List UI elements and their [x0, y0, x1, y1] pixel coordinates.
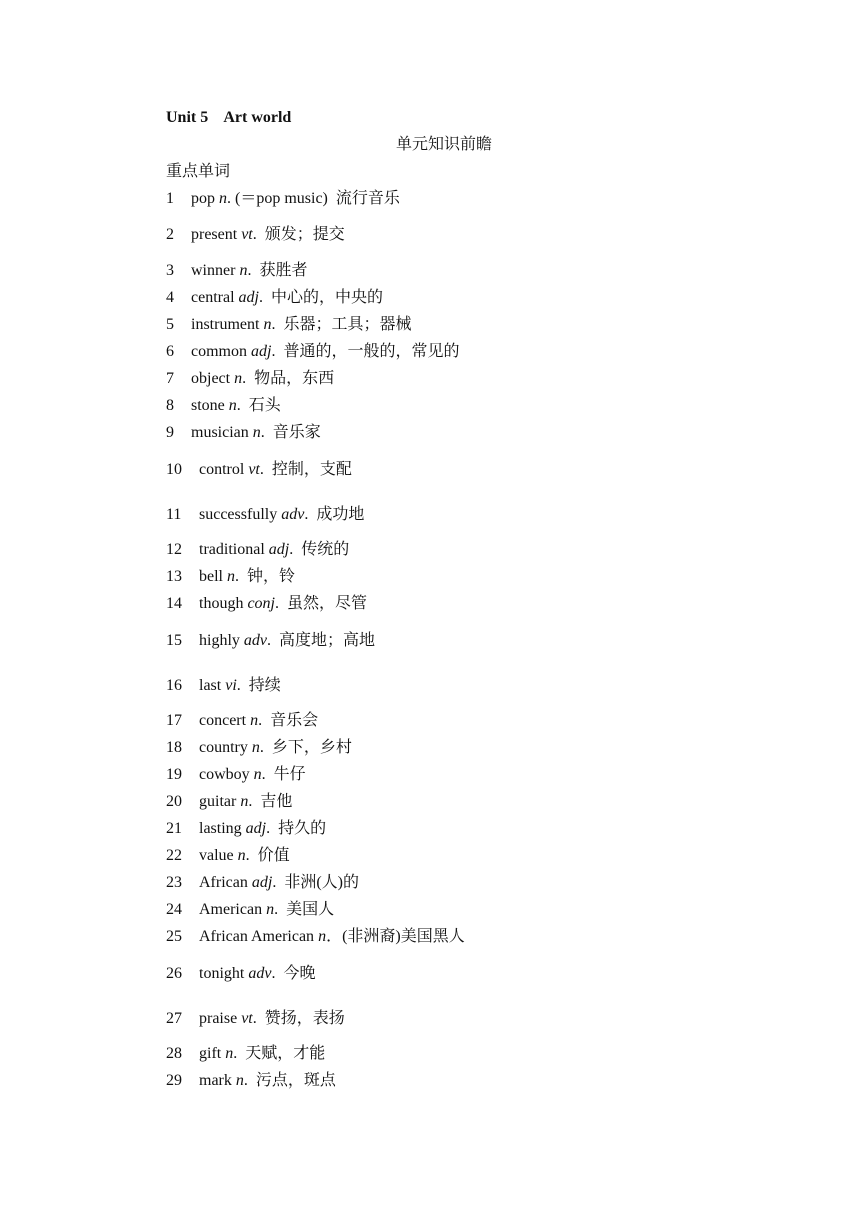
entry-part-of-speech: n	[234, 370, 243, 387]
entry-word: cowboy	[199, 766, 254, 783]
entry-number: 7	[166, 370, 174, 387]
vocab-entry	[166, 224, 345, 246]
entry-meaning: . 牛仔	[261, 766, 306, 783]
entry-part-of-speech: n	[228, 397, 237, 414]
entry-number: 25	[166, 928, 182, 945]
entry-number: 17	[166, 712, 182, 729]
entry-meaning: . 吉他	[248, 793, 293, 810]
entry-part-of-speech: adj	[251, 874, 273, 891]
entry-word: traditional	[199, 541, 269, 558]
entry-word: African American	[199, 928, 319, 945]
entry-word: central	[191, 289, 239, 306]
entry-part-of-speech: n	[318, 928, 327, 945]
entry-part-of-speech: adj	[238, 289, 259, 306]
entry-word: musician	[191, 424, 253, 441]
entry-word: control	[199, 461, 249, 478]
entry-meaning: . 物品，东西	[242, 370, 335, 387]
entry-meaning: . 颁发；提交	[252, 226, 345, 243]
entry-part-of-speech: adv	[248, 965, 272, 982]
section-subtitle: 单元知识前瞻	[396, 136, 493, 153]
entry-part-of-speech: n	[266, 901, 275, 918]
vocab-entry	[166, 872, 359, 894]
vocab-entry	[166, 710, 318, 732]
entry-part-of-speech: n	[227, 568, 235, 585]
entry-part-of-speech: adj	[251, 343, 272, 360]
vocab-entry	[166, 818, 326, 840]
entry-part-of-speech: adj	[268, 541, 290, 558]
entry-number: 15	[166, 632, 182, 649]
entry-meaning: . 天赋，才能	[233, 1045, 326, 1062]
entry-word: stone	[191, 397, 229, 414]
entry-meaning: . 今晚	[271, 965, 316, 982]
entry-meaning: . 中心的，中央的	[258, 289, 383, 306]
entry-meaning: . 高度地；高地	[267, 632, 376, 649]
entry-number: 2	[166, 226, 174, 243]
entry-meaning: . 乐器；工具；器械	[271, 316, 412, 333]
vocab-entry	[166, 539, 349, 561]
entry-part-of-speech: n	[225, 1045, 234, 1062]
entry-word: concert	[199, 712, 251, 729]
entry-word: bell	[199, 568, 227, 585]
entry-word: pop	[191, 190, 219, 207]
vocab-entry	[166, 287, 383, 309]
entry-part-of-speech: vi	[225, 677, 237, 694]
entry-number: 29	[166, 1072, 182, 1089]
entry-meaning: . 持久的	[266, 820, 327, 837]
page-title: Unit 5 Art world	[166, 109, 292, 126]
entry-meaning: . 虽然，尽管	[275, 595, 368, 612]
section-heading: 重点单词	[166, 163, 231, 180]
entry-meaning: ．(非洲裔)美国黑人	[326, 928, 465, 945]
vocab-entry	[166, 764, 306, 786]
entry-part-of-speech: n	[250, 712, 259, 729]
entry-meaning: . 石头	[236, 397, 281, 414]
entry-number: 22	[166, 847, 182, 864]
entry-word: common	[191, 343, 251, 360]
entry-number: 9	[166, 424, 174, 441]
entry-meaning: . 成功地	[304, 506, 365, 523]
entry-word: lasting	[199, 820, 246, 837]
entry-number: 21	[166, 820, 182, 837]
entry-part-of-speech: n	[251, 739, 260, 756]
vocab-entry	[166, 1008, 345, 1030]
entry-number: 4	[166, 289, 174, 306]
entry-meaning: . 乡下，乡村	[259, 739, 352, 756]
vocab-entry	[166, 188, 400, 210]
entry-part-of-speech: adv	[243, 632, 267, 649]
entry-meaning: . 污点，斑点	[243, 1072, 336, 1089]
entry-meaning: . 美国人	[274, 901, 335, 918]
entry-part-of-speech: n	[253, 766, 262, 783]
entry-word: present	[191, 226, 242, 243]
entry-number: 20	[166, 793, 182, 810]
entry-word: though	[199, 595, 248, 612]
entry-part-of-speech: vt	[241, 226, 253, 243]
entry-number: 16	[166, 677, 182, 694]
entry-meaning: . 音乐家	[260, 424, 321, 441]
entry-word: value	[199, 847, 238, 864]
entry-part-of-speech: n	[235, 1072, 244, 1089]
entry-part-of-speech: vt	[248, 461, 260, 478]
entry-number: 8	[166, 397, 174, 414]
vocab-entry	[166, 630, 375, 652]
vocab-entry	[166, 675, 281, 697]
entry-part-of-speech: n	[252, 424, 261, 441]
entry-number: 18	[166, 739, 182, 756]
entry-meaning: . 价值	[245, 847, 290, 864]
vocab-entry	[166, 422, 321, 444]
entry-meaning: . 获胜者	[247, 262, 308, 279]
entry-meaning: . 持续	[236, 677, 281, 694]
vocab-entry	[166, 395, 281, 417]
vocab-entry	[166, 341, 459, 363]
entry-number: 28	[166, 1045, 182, 1062]
entry-number: 14	[166, 595, 182, 612]
vocab-entry	[166, 314, 411, 336]
entry-part-of-speech: n	[240, 793, 249, 810]
vocab-entry	[166, 368, 334, 390]
entry-meaning: . 普通的，一般的，常见的	[271, 343, 460, 360]
vocab-entry	[166, 459, 352, 481]
entry-number: 24	[166, 901, 182, 918]
entry-part-of-speech: adj	[245, 820, 267, 837]
vocab-entry	[166, 1070, 336, 1092]
entry-part-of-speech: n	[239, 262, 248, 279]
vocab-entry	[166, 791, 292, 813]
entry-part-of-speech: n	[263, 316, 272, 333]
entry-word: African	[199, 874, 252, 891]
entry-meaning: . 非洲(人)的	[272, 874, 359, 891]
entry-meaning: . 传统的	[289, 541, 350, 558]
entry-word: mark	[199, 1072, 236, 1089]
entry-meaning: . 控制，支配	[259, 461, 352, 478]
entry-word: praise	[199, 1010, 242, 1027]
entry-word: American	[199, 901, 267, 918]
entry-part-of-speech: n	[219, 190, 227, 207]
entry-word: object	[191, 370, 235, 387]
entry-word: country	[199, 739, 252, 756]
vocab-entry	[166, 593, 367, 615]
entry-number: 12	[166, 541, 182, 558]
entry-number: 3	[166, 262, 174, 279]
entry-word: gift	[199, 1045, 226, 1062]
vocab-entry	[166, 566, 295, 588]
entry-part-of-speech: n	[237, 847, 246, 864]
entry-meaning: . 钟，铃	[235, 568, 296, 585]
entry-meaning: . 赞扬，表扬	[252, 1010, 345, 1027]
entry-word: tonight	[199, 965, 249, 982]
vocab-entry	[166, 899, 334, 921]
entry-number: 26	[166, 965, 182, 982]
entry-part-of-speech: adv	[281, 506, 305, 523]
entry-part-of-speech: conj	[247, 595, 275, 612]
entry-word: successfully	[199, 506, 282, 523]
entry-part-of-speech: vt	[241, 1010, 253, 1027]
vocab-entry	[166, 1043, 325, 1065]
entry-word: highly	[199, 632, 244, 649]
entry-number: 19	[166, 766, 182, 783]
entry-meaning: . (＝pop music) 流行音乐	[227, 190, 400, 207]
entry-number: 27	[166, 1010, 182, 1027]
entry-number: 1	[166, 190, 174, 207]
vocab-entry	[166, 260, 307, 282]
entry-meaning: . 音乐会	[258, 712, 319, 729]
vocab-entry	[166, 737, 352, 759]
vocab-entry	[166, 926, 465, 948]
entry-number: 10	[166, 461, 182, 478]
entry-number: 5	[166, 316, 174, 333]
entry-number: 13	[166, 568, 182, 585]
entry-number: 11	[166, 506, 182, 523]
entry-word: guitar	[199, 793, 241, 810]
vocab-entry	[166, 504, 364, 526]
vocab-entry	[166, 963, 315, 985]
entry-word: winner	[191, 262, 240, 279]
entry-word: last	[199, 677, 226, 694]
vocab-entry	[166, 845, 290, 867]
entry-number: 6	[166, 343, 174, 360]
entry-number: 23	[166, 874, 182, 891]
entry-word: instrument	[191, 316, 264, 333]
